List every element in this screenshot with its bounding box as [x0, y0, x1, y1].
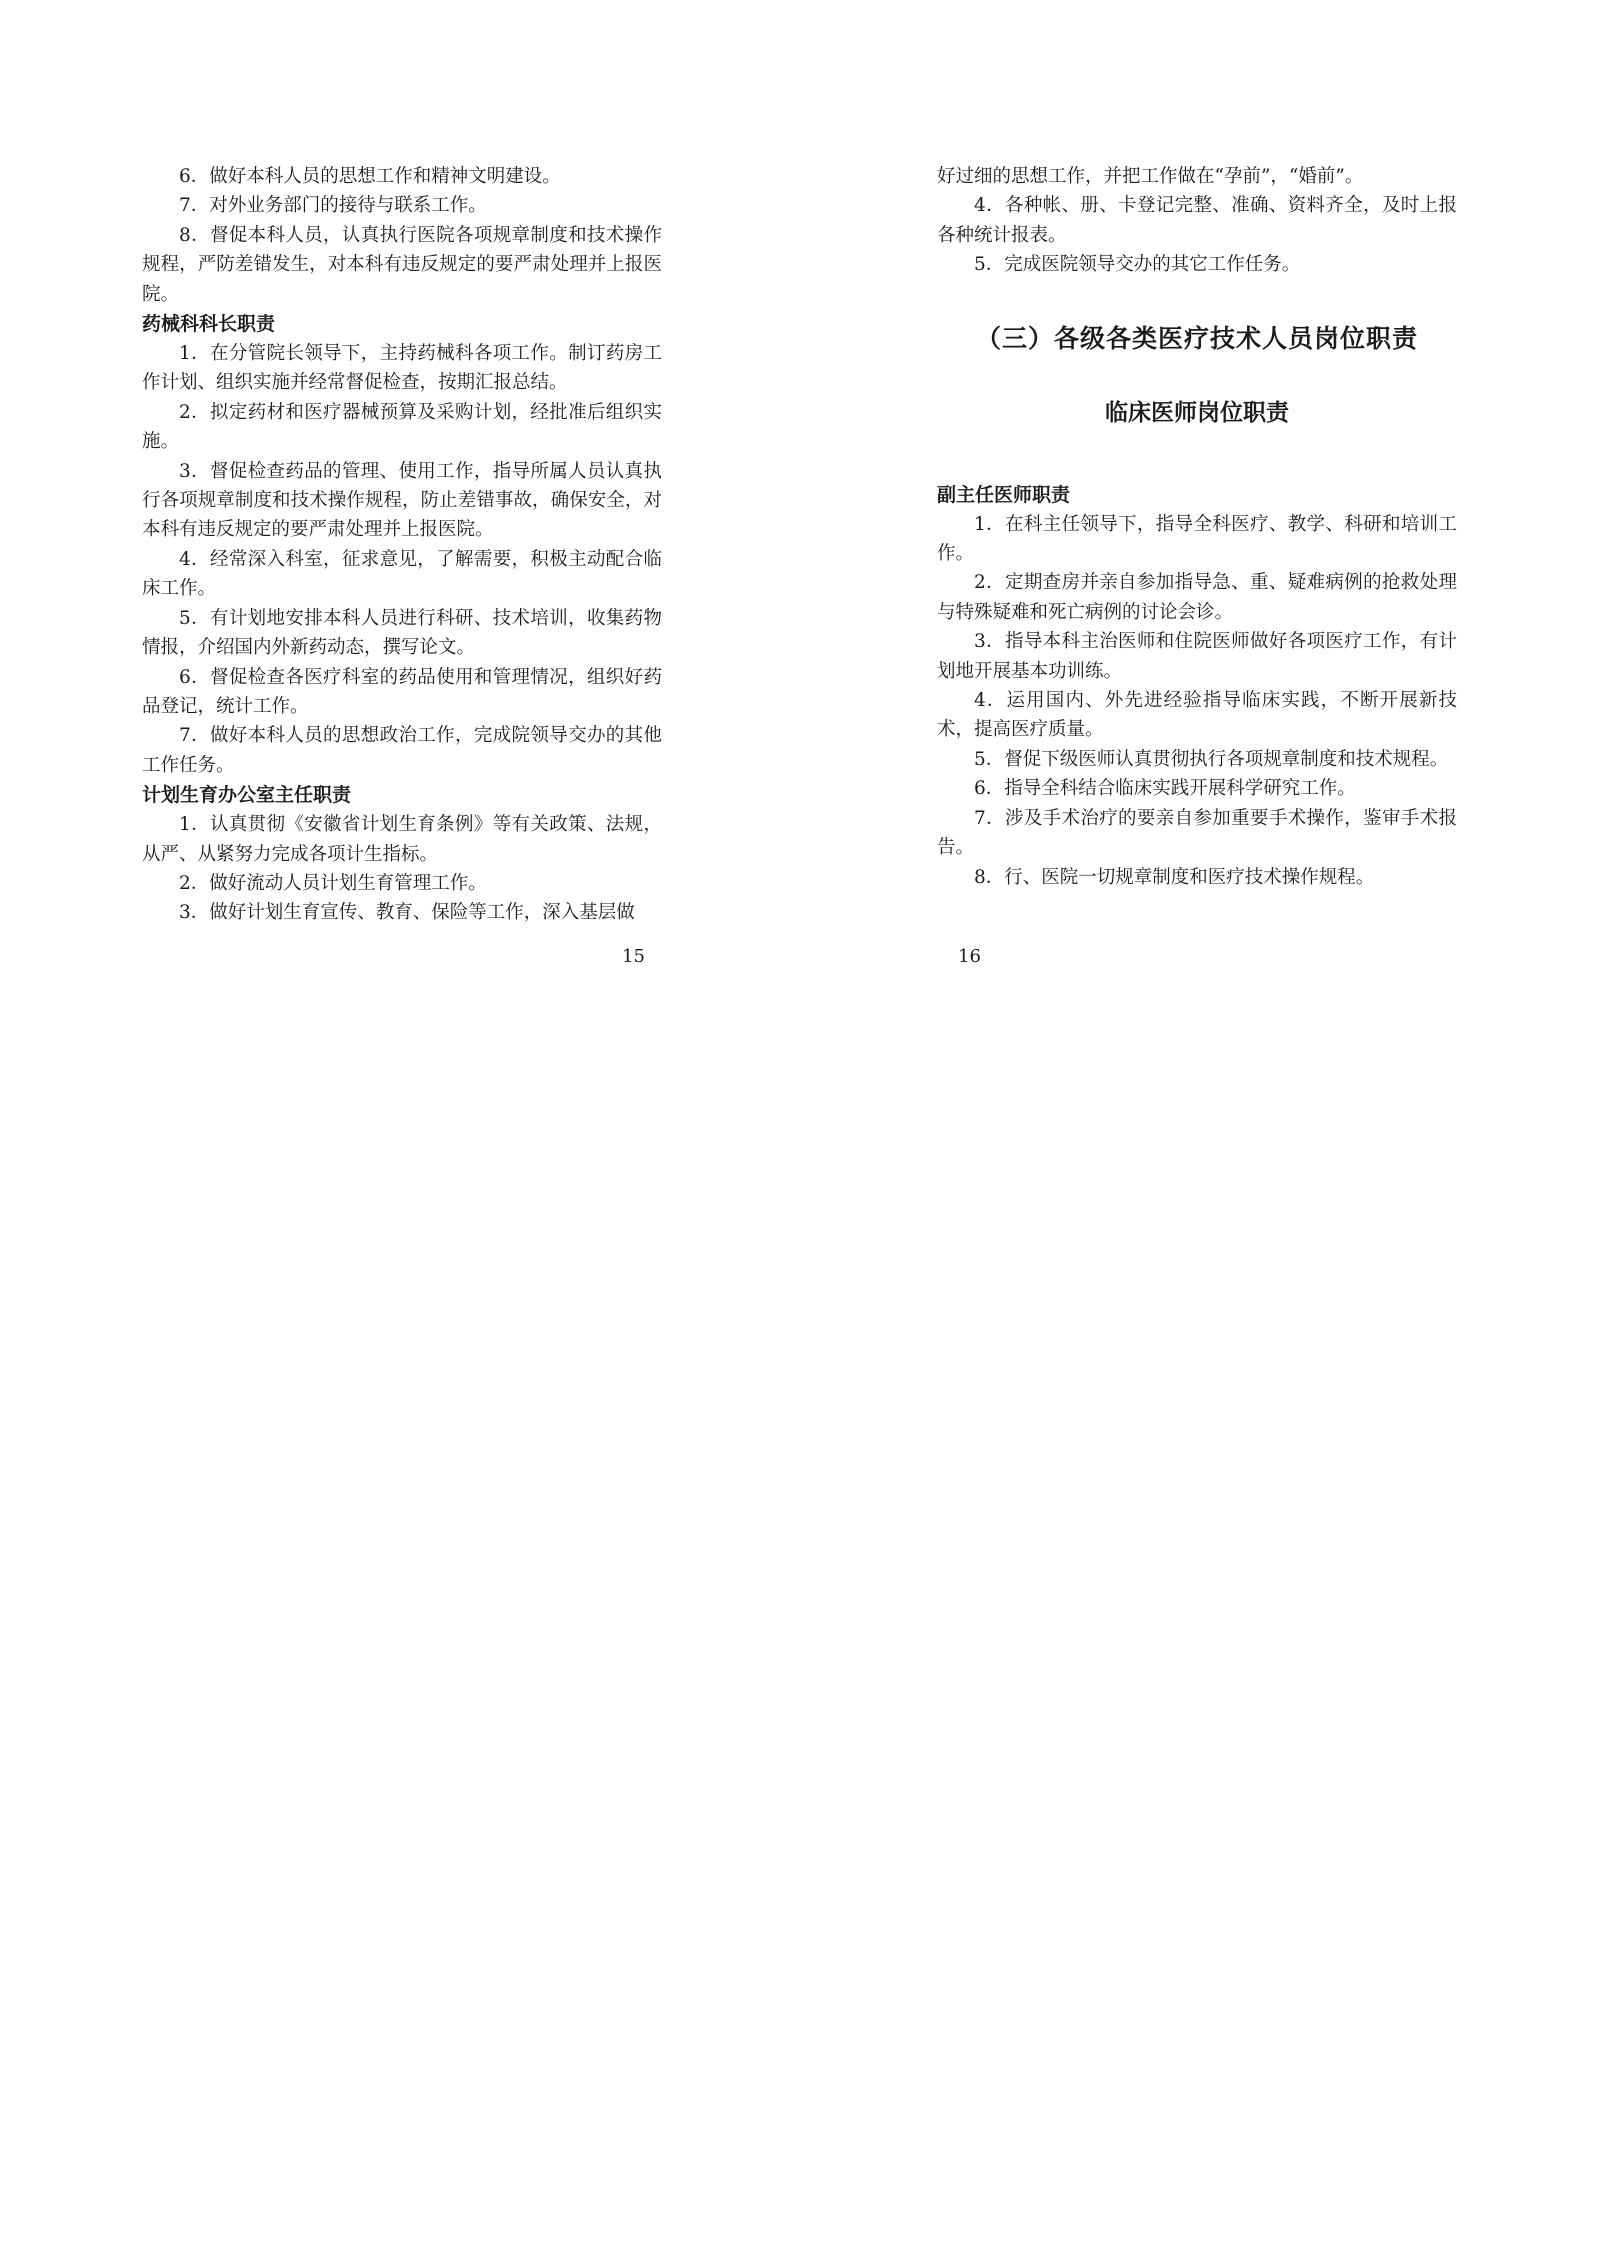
paragraph: 5．有计划地安排本科人员进行科研、技术培训，收集药物情报，介绍国内外新药动态，撰写论文。	[142, 607, 662, 659]
paragraph: 3．指导本科主治医师和住院医师做好各项医疗工作，有计划地开展基本功训练。	[937, 631, 1457, 682]
paragraph: 2．定期查房并亲自参加指导急、重、疑难病例的抢救处理与特殊疑难和死亡病例的讨论会诊。	[937, 572, 1457, 623]
paragraph: 4．经常深入科室，征求意见，了解需要，积极主动配合临床工作。	[142, 548, 662, 600]
paragraph-continuation: 好过细的思想工作，并把工作做在“孕前”，“婚前”。	[937, 166, 1364, 187]
page-number-right: 16	[958, 946, 981, 967]
paragraph: 6．指导全科结合临床实践开展科学研究工作。	[974, 778, 1356, 800]
paragraph: 1．在分管院长领导下，主持药械科各项工作。制订药房工作计划、组织实施并经常督促检查，按期汇报总结。	[142, 343, 662, 394]
paragraph: 7．涉及手术治疗的要亲自参加重要手术操作，鉴审手术报告。	[937, 807, 1457, 859]
page-number-left: 15	[622, 946, 645, 967]
paragraph: 7．对外业务部门的接待与联系工作。	[179, 195, 487, 217]
paragraph: 3．督促检查药品的管理、使用工作，指导所属人员认真执行各项规章制度和技术操作规程，防止差错事故，确保安全，对本科有违反规定的要严肃处理并上报医院。	[142, 460, 662, 541]
paragraph: 5．督促下级医师认真贯彻执行各项规章制度和技术规程。	[974, 748, 1449, 770]
right-page-column	[937, 162, 1457, 892]
left-page-column	[142, 162, 662, 928]
paragraph: 1．认真贯彻《安徽省计划生育条例》等有关政策、法规，从严、从紧努力完成各项计生指标。	[142, 814, 662, 865]
right-page-bottom-blocks	[937, 480, 1457, 892]
paragraph: 6．督促检查各医疗科室的药品使用和管理情况，组织好药品登记，统计工作。	[142, 666, 662, 717]
paragraph: 5．完成医院领导交办的其它工作任务。	[974, 254, 1301, 276]
paragraph: 3．做好计划生育宣传、教育、保险等工作，深入基层做	[179, 902, 635, 924]
paragraph: 1．在科主任领导下，指导全科医疗、教学、科研和培训工作。	[937, 513, 1457, 565]
paragraph: 4．各种帐、册、卡登记完整、准确、资料齐全，及时上报各种统计报表。	[937, 195, 1457, 246]
paragraph: 6．做好本科人员的思想工作和精神文明建设。	[179, 166, 561, 187]
right-page-top-blocks	[937, 162, 1457, 280]
paragraph: 7．做好本科人员的思想政治工作，完成院领导交办的其他工作任务。	[142, 725, 662, 776]
paragraph: 4．运用国内、外先进经验指导临床实践，不断开展新技术，提高医疗质量。	[937, 690, 1457, 741]
subsection-heading: 副主任医师职责	[937, 483, 1071, 506]
paragraph: 2．拟定药材和医疗器械预算及采购计划，经批准后组织实施。	[142, 401, 662, 453]
section-heading: （三）各级各类医疗技术人员岗位职责	[975, 323, 1418, 353]
paragraph: 2．做好流动人员计划生育管理工作。	[179, 872, 487, 894]
paragraph: 8．行、医院一切规章制度和医疗技术操作规程。	[974, 866, 1375, 888]
section-subtitle: 临床医师岗位职责	[1105, 399, 1289, 426]
subsection-heading: 药械科科长职责	[142, 313, 276, 336]
paragraph: 8．督促本科人员，认真执行医院各项规章制度和技术操作规程，严防差错发生，对本科有违反规定的要严肃处理并上报医院。	[142, 224, 662, 305]
subsection-heading: 计划生育办公室主任职责	[142, 784, 352, 807]
